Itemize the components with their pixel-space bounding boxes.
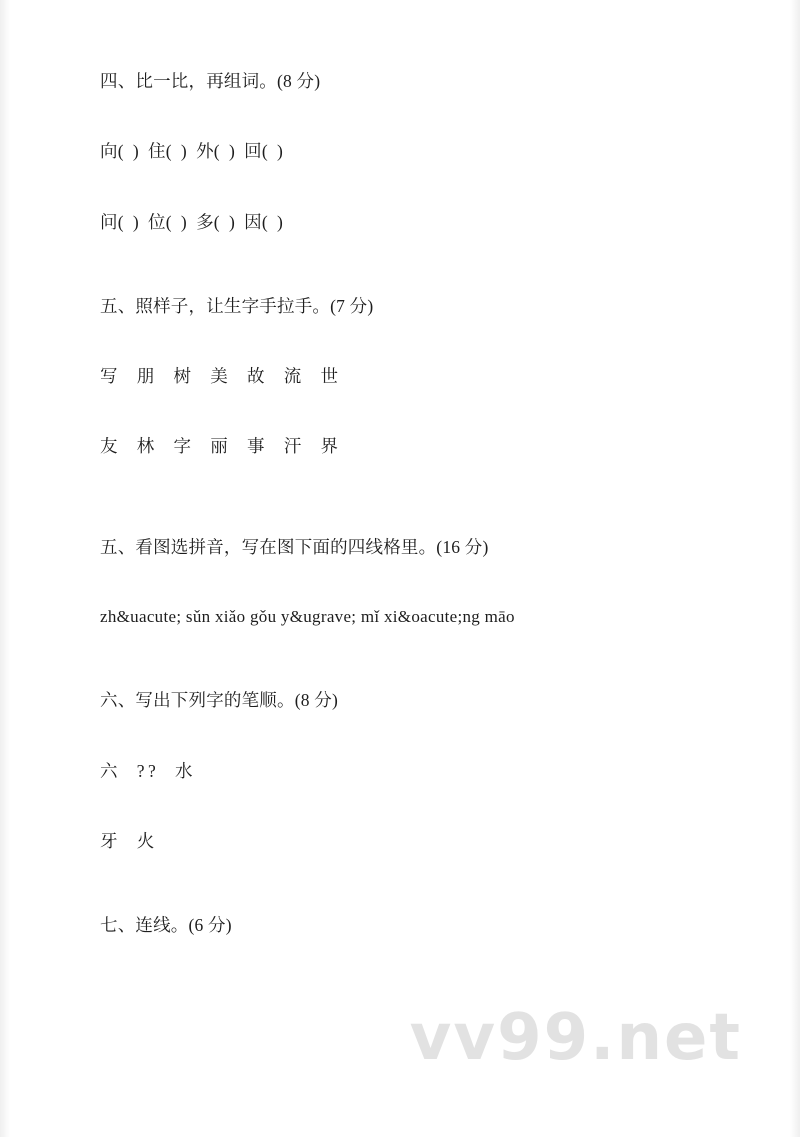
section-5a-line-1: 写 朋 树 美 故 流 世 [100, 366, 342, 386]
section-6-line-1: 六 ?? 水 [100, 760, 197, 781]
section-5b-pinyin-line: zh&uacute; sǔn xiǎo gǒu y&ugrave; mǐ xi&oacute;ng māo [100, 606, 515, 626]
spacer [100, 319, 704, 363]
spacer [100, 94, 704, 138]
spacer-top [100, 52, 704, 68]
spacer [100, 460, 704, 534]
spacer [100, 560, 704, 604]
spacer [100, 714, 704, 758]
section-heading-4: 四、比一比，再组词。(8 分) [100, 71, 321, 91]
section-6-line-2: 牙 火 [100, 830, 158, 851]
section-heading-7: 七、连线。(6 分) [100, 915, 232, 935]
spacer [100, 854, 704, 912]
watermark: vv99.net [409, 1001, 742, 1075]
section-4-line-2: 问( ) 位( ) 多( ) 因( ) [100, 211, 284, 232]
spacer [100, 165, 704, 209]
section-heading-5b: 五、看图选拼音，写在图下面的四线格里。(16 分) [100, 536, 489, 557]
section-heading-5a: 五、照样子，让生字手拉手。(7 分) [100, 295, 374, 316]
spacer [100, 784, 704, 828]
spacer [100, 235, 704, 293]
section-5a-line-2: 友 林 字 丽 事 汗 界 [100, 436, 342, 457]
section-4-line-1: 向( ) 住( ) 外( ) 回( ) [100, 141, 284, 162]
section-heading-6: 六、写出下列字的笔顺。(8 分) [100, 690, 338, 711]
spacer [100, 629, 704, 687]
spacer [100, 389, 704, 433]
